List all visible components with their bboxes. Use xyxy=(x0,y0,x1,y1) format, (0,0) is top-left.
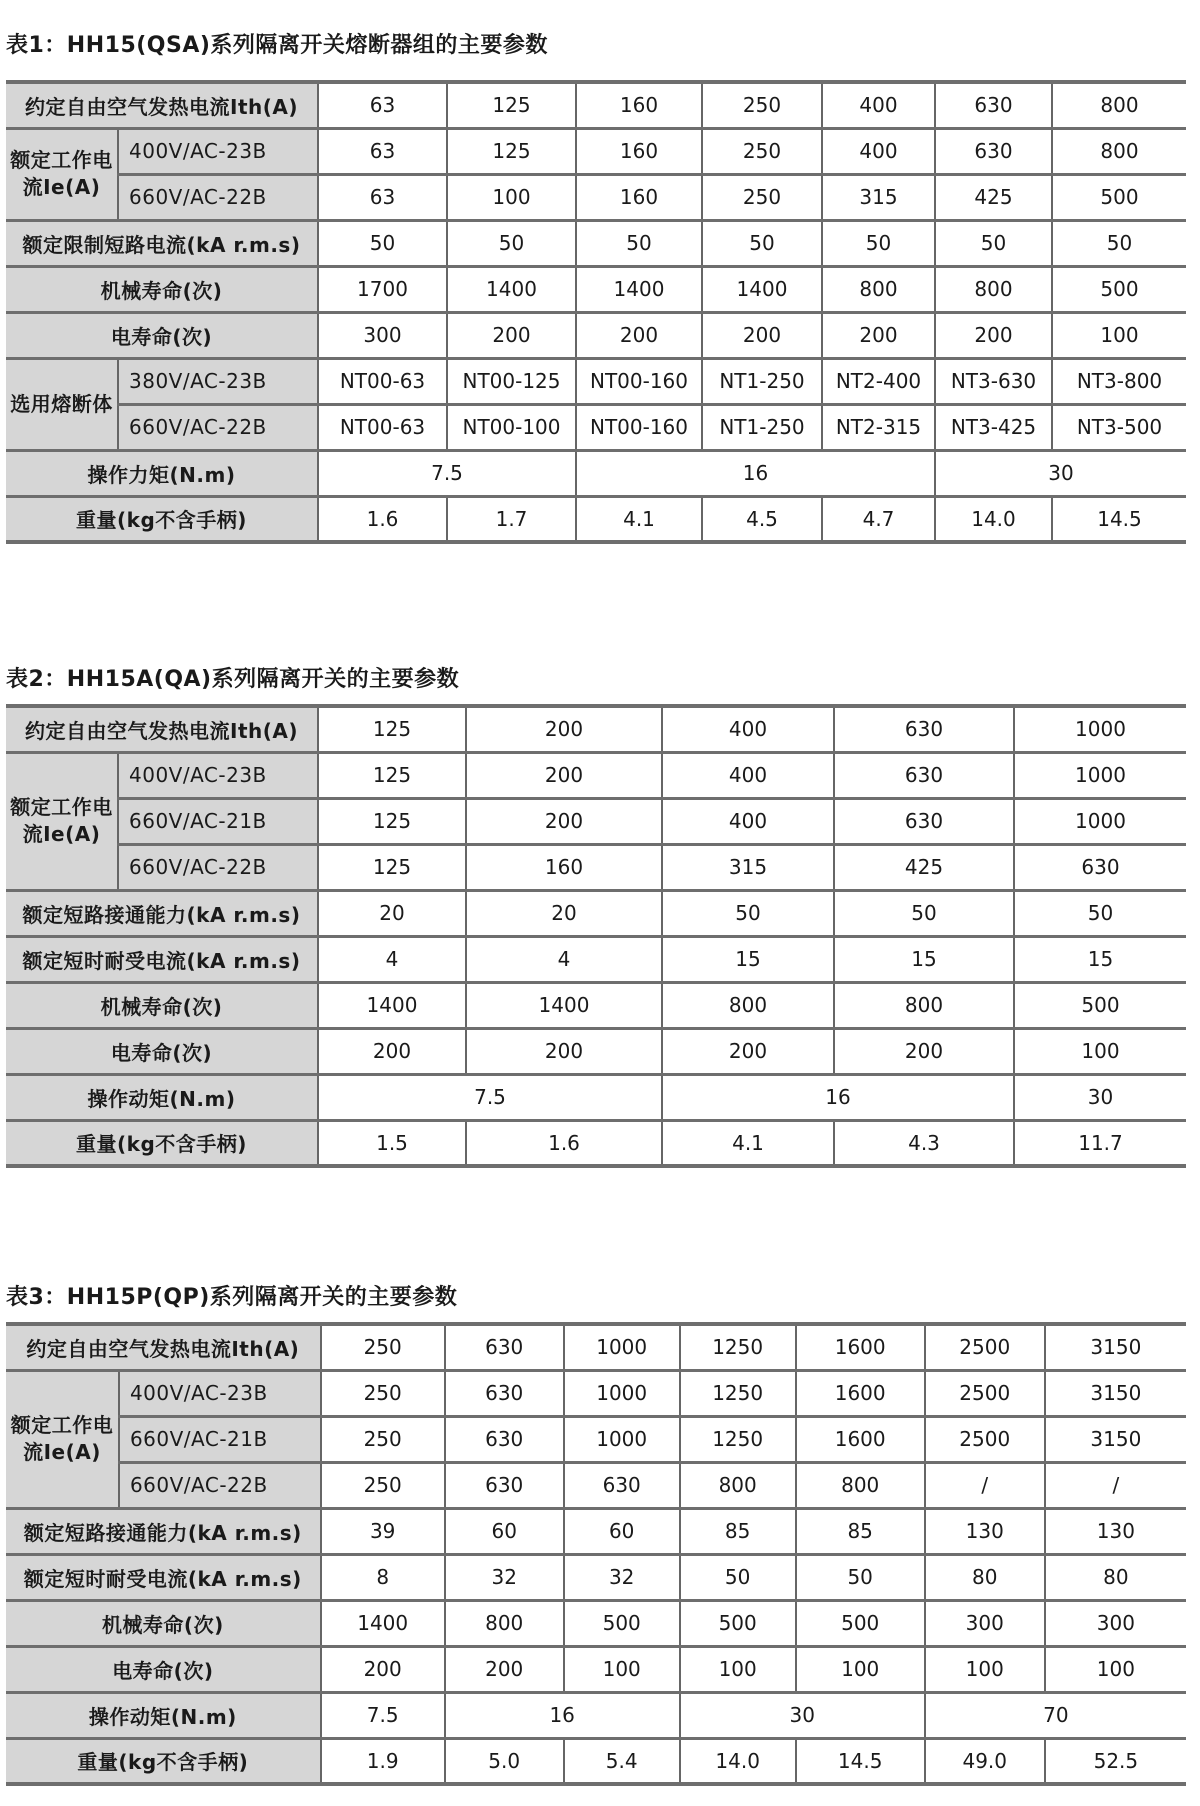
t2-ie66022-4: 425 xyxy=(834,844,1014,890)
t3-label-ie-660-21: 660V/AC-21B xyxy=(119,1416,321,1462)
t1-mech-3: 1400 xyxy=(576,266,702,312)
t1-fuse660-4: NT1-250 xyxy=(702,404,822,450)
t3-row-ie-660-21 xyxy=(6,1416,1186,1462)
t1-ith-3: 160 xyxy=(576,82,702,128)
t3-label-torque: 操作动矩(N.m) xyxy=(6,1692,321,1738)
t3-weight-1: 1.9 xyxy=(321,1738,445,1784)
t3-weight-5: 14.5 xyxy=(796,1738,925,1784)
t2-label-mech: 机械寿命(次) xyxy=(6,982,318,1028)
t2-ie66021-2: 200 xyxy=(466,798,662,844)
t3-ie66022-6: / xyxy=(925,1462,1045,1508)
table1-hh15-qsa xyxy=(6,80,1186,544)
t1-ie400-1: 63 xyxy=(318,128,447,174)
t3-withstand-5: 50 xyxy=(796,1554,925,1600)
t3-make-4: 85 xyxy=(680,1508,796,1554)
t3-weight-3: 5.4 xyxy=(564,1738,680,1784)
t3-ie40023-2: 630 xyxy=(445,1370,564,1416)
t3-elec-3: 100 xyxy=(564,1646,680,1692)
t3-mech-1: 1400 xyxy=(321,1600,445,1646)
t3-elec-5: 100 xyxy=(796,1646,925,1692)
t2-torque-1: 7.5 xyxy=(318,1074,662,1120)
t1-ith-7: 800 xyxy=(1052,82,1186,128)
t2-ith-5: 1000 xyxy=(1014,706,1186,752)
t2-withstand-5: 15 xyxy=(1014,936,1186,982)
t1-short-5: 50 xyxy=(822,220,935,266)
t1-label-ie: 额定工作电流Ie(A) xyxy=(6,128,118,220)
t3-ie40023-7: 3150 xyxy=(1045,1370,1186,1416)
t3-mech-4: 500 xyxy=(680,1600,796,1646)
t3-weight-2: 5.0 xyxy=(445,1738,564,1784)
t2-weight-4: 4.3 xyxy=(834,1120,1014,1166)
t3-make-7: 130 xyxy=(1045,1508,1186,1554)
t3-ie66022-4: 800 xyxy=(680,1462,796,1508)
t2-mech-1: 1400 xyxy=(318,982,466,1028)
t3-torque-4: 70 xyxy=(925,1692,1186,1738)
t2-label-ie-660-22: 660V/AC-22B xyxy=(118,844,318,890)
t1-short-4: 50 xyxy=(702,220,822,266)
t1-elec-4: 200 xyxy=(702,312,822,358)
t1-weight-4: 4.5 xyxy=(702,496,822,542)
t1-mech-5: 800 xyxy=(822,266,935,312)
t2-torque-2: 16 xyxy=(662,1074,1014,1120)
t2-make-4: 50 xyxy=(834,890,1014,936)
t2-label-ie-660-21: 660V/AC-21B xyxy=(118,798,318,844)
t1-mech-7: 500 xyxy=(1052,266,1186,312)
t1-fuse660-1: NT00-63 xyxy=(318,404,447,450)
t3-ith-1: 250 xyxy=(321,1324,445,1370)
t1-elec-3: 200 xyxy=(576,312,702,358)
t3-ie66021-7: 3150 xyxy=(1045,1416,1186,1462)
t1-weight-6: 14.0 xyxy=(935,496,1052,542)
t3-withstand-6: 80 xyxy=(925,1554,1045,1600)
t1-ie660-2: 100 xyxy=(447,174,576,220)
t2-row-ie-400-23 xyxy=(6,752,1186,798)
t3-row-weight xyxy=(6,1738,1186,1784)
t1-short-3: 50 xyxy=(576,220,702,266)
t1-torque-3: 30 xyxy=(935,450,1186,496)
t1-row-torque xyxy=(6,450,1186,496)
t2-row-elec xyxy=(6,1028,1186,1074)
t2-elec-2: 200 xyxy=(466,1028,662,1074)
t2-weight-5: 11.7 xyxy=(1014,1120,1186,1166)
table2-caption: 表2：HH15A(QA)系列隔离开关的主要参数 xyxy=(6,667,460,692)
t1-ith-5: 400 xyxy=(822,82,935,128)
t2-ith-2: 200 xyxy=(466,706,662,752)
t1-mech-4: 1400 xyxy=(702,266,822,312)
t3-withstand-3: 32 xyxy=(564,1554,680,1600)
t2-ie40023-5: 1000 xyxy=(1014,752,1186,798)
t3-ie66022-5: 800 xyxy=(796,1462,925,1508)
t3-mech-2: 800 xyxy=(445,1600,564,1646)
t1-row-weight xyxy=(6,496,1186,542)
t3-label-ie-660-22: 660V/AC-22B xyxy=(119,1462,321,1508)
t1-weight-7: 14.5 xyxy=(1052,496,1186,542)
t3-ie40023-3: 1000 xyxy=(564,1370,680,1416)
t1-fuse380-5: NT2-400 xyxy=(822,358,935,404)
t2-label-weight: 重量(kg不含手柄) xyxy=(6,1120,318,1166)
t3-row-elec xyxy=(6,1646,1186,1692)
t1-ith-1: 63 xyxy=(318,82,447,128)
t3-ith-2: 630 xyxy=(445,1324,564,1370)
t2-torque-3: 30 xyxy=(1014,1074,1186,1120)
t2-make-3: 50 xyxy=(662,890,834,936)
t2-label-ie-400-23: 400V/AC-23B xyxy=(118,752,318,798)
t2-mech-2: 1400 xyxy=(466,982,662,1028)
t1-row-ith xyxy=(6,82,1186,128)
t1-ie660-7: 500 xyxy=(1052,174,1186,220)
t1-torque-1: 7.5 xyxy=(318,450,576,496)
t3-withstand-4: 50 xyxy=(680,1554,796,1600)
t3-make-3: 60 xyxy=(564,1508,680,1554)
t2-ie66022-2: 160 xyxy=(466,844,662,890)
t3-label-weight: 重量(kg不含手柄) xyxy=(6,1738,321,1784)
t3-row-withstand xyxy=(6,1554,1186,1600)
t1-ie400-2: 125 xyxy=(447,128,576,174)
t1-row-ie-400 xyxy=(6,128,1186,174)
t1-fuse660-3: NT00-160 xyxy=(576,404,702,450)
t3-torque-3: 30 xyxy=(680,1692,925,1738)
t2-withstand-1: 4 xyxy=(318,936,466,982)
t1-mech-6: 800 xyxy=(935,266,1052,312)
t2-elec-1: 200 xyxy=(318,1028,466,1074)
t3-row-mech xyxy=(6,1600,1186,1646)
t3-torque-2: 16 xyxy=(445,1692,680,1738)
t2-row-ie-660-22 xyxy=(6,844,1186,890)
t3-weight-6: 49.0 xyxy=(925,1738,1045,1784)
table3-caption: 表3：HH15P(QP)系列隔离开关的主要参数 xyxy=(6,1285,458,1310)
t1-ie660-3: 160 xyxy=(576,174,702,220)
t2-ie66021-4: 630 xyxy=(834,798,1014,844)
t1-row-fuse-380 xyxy=(6,358,1186,404)
t1-fuse380-4: NT1-250 xyxy=(702,358,822,404)
t2-ie66021-3: 400 xyxy=(662,798,834,844)
t2-make-2: 20 xyxy=(466,890,662,936)
t1-fuse660-7: NT3-500 xyxy=(1052,404,1186,450)
table1-caption: 表1：HH15(QSA)系列隔离开关熔断器组的主要参数 xyxy=(6,33,548,58)
t1-fuse380-7: NT3-800 xyxy=(1052,358,1186,404)
t3-ith-7: 3150 xyxy=(1045,1324,1186,1370)
t3-label-ie-400-23: 400V/AC-23B xyxy=(119,1370,321,1416)
t1-fuse380-6: NT3-630 xyxy=(935,358,1052,404)
t2-ie40023-3: 400 xyxy=(662,752,834,798)
t1-mech-2: 1400 xyxy=(447,266,576,312)
t2-label-elec: 电寿命(次) xyxy=(6,1028,318,1074)
table3-hh15p-qp xyxy=(6,1322,1186,1786)
t3-ie66022-7: / xyxy=(1045,1462,1186,1508)
t1-label-ith: 约定自由空气发热电流Ith(A) xyxy=(6,82,318,128)
t2-ith-1: 125 xyxy=(318,706,466,752)
t2-ie40023-4: 630 xyxy=(834,752,1014,798)
t3-ith-5: 1600 xyxy=(796,1324,925,1370)
t3-ie66022-2: 630 xyxy=(445,1462,564,1508)
t1-label-fuse: 选用熔断体 xyxy=(6,358,118,450)
t1-fuse660-6: NT3-425 xyxy=(935,404,1052,450)
t3-make-2: 60 xyxy=(445,1508,564,1554)
t2-row-make xyxy=(6,890,1186,936)
t1-ith-4: 250 xyxy=(702,82,822,128)
t2-ie66022-5: 630 xyxy=(1014,844,1186,890)
t3-ie66021-2: 630 xyxy=(445,1416,564,1462)
t2-label-ith: 约定自由空气发热电流Ith(A) xyxy=(6,706,318,752)
t1-short-1: 50 xyxy=(318,220,447,266)
t3-weight-4: 14.0 xyxy=(680,1738,796,1784)
t2-elec-5: 100 xyxy=(1014,1028,1186,1074)
t1-ie400-4: 250 xyxy=(702,128,822,174)
t3-label-elec: 电寿命(次) xyxy=(6,1646,321,1692)
t1-ie660-5: 315 xyxy=(822,174,935,220)
t1-elec-7: 100 xyxy=(1052,312,1186,358)
t1-ith-6: 630 xyxy=(935,82,1052,128)
t2-mech-4: 800 xyxy=(834,982,1014,1028)
t3-row-make xyxy=(6,1508,1186,1554)
t3-make-5: 85 xyxy=(796,1508,925,1554)
t3-mech-6: 300 xyxy=(925,1600,1045,1646)
t1-fuse380-1: NT00-63 xyxy=(318,358,447,404)
t1-fuse380-2: NT00-125 xyxy=(447,358,576,404)
t3-ie66021-5: 1600 xyxy=(796,1416,925,1462)
table2-hh15a-qa xyxy=(6,704,1186,1168)
t1-fuse660-5: NT2-315 xyxy=(822,404,935,450)
t3-mech-7: 300 xyxy=(1045,1600,1186,1646)
t2-ie40023-2: 200 xyxy=(466,752,662,798)
t3-ie66021-6: 2500 xyxy=(925,1416,1045,1462)
t1-row-short xyxy=(6,220,1186,266)
t3-label-make: 额定短路接通能力(kA r.m.s) xyxy=(6,1508,321,1554)
t2-withstand-3: 15 xyxy=(662,936,834,982)
t1-row-fuse-660 xyxy=(6,404,1186,450)
t1-elec-6: 200 xyxy=(935,312,1052,358)
t1-weight-5: 4.7 xyxy=(822,496,935,542)
t2-ith-3: 400 xyxy=(662,706,834,752)
t3-make-6: 130 xyxy=(925,1508,1045,1554)
t3-label-ith: 约定自由空气发热电流Ith(A) xyxy=(6,1324,321,1370)
t2-withstand-4: 15 xyxy=(834,936,1014,982)
t1-ie660-6: 425 xyxy=(935,174,1052,220)
t3-ie40023-5: 1600 xyxy=(796,1370,925,1416)
t1-ith-2: 125 xyxy=(447,82,576,128)
t2-label-make: 额定短路接通能力(kA r.m.s) xyxy=(6,890,318,936)
t3-weight-7: 52.5 xyxy=(1045,1738,1186,1784)
t1-torque-2: 16 xyxy=(576,450,935,496)
t2-row-mech xyxy=(6,982,1186,1028)
t2-mech-3: 800 xyxy=(662,982,834,1028)
t1-elec-1: 300 xyxy=(318,312,447,358)
t2-label-torque: 操作动矩(N.m) xyxy=(6,1074,318,1120)
t3-ie66022-3: 630 xyxy=(564,1462,680,1508)
t2-weight-3: 4.1 xyxy=(662,1120,834,1166)
t1-ie400-3: 160 xyxy=(576,128,702,174)
t1-weight-1: 1.6 xyxy=(318,496,447,542)
t3-ie66021-3: 1000 xyxy=(564,1416,680,1462)
t1-fuse380-3: NT00-160 xyxy=(576,358,702,404)
t3-make-1: 39 xyxy=(321,1508,445,1554)
t3-row-torque xyxy=(6,1692,1186,1738)
t3-elec-6: 100 xyxy=(925,1646,1045,1692)
t3-ie40023-4: 1250 xyxy=(680,1370,796,1416)
t1-label-torque: 操作力矩(N.m) xyxy=(6,450,318,496)
t3-elec-2: 200 xyxy=(445,1646,564,1692)
t3-ie66022-1: 250 xyxy=(321,1462,445,1508)
t3-ie40023-1: 250 xyxy=(321,1370,445,1416)
t1-row-elec xyxy=(6,312,1186,358)
t3-label-ie: 额定工作电流Ie(A) xyxy=(6,1370,119,1508)
t3-label-mech: 机械寿命(次) xyxy=(6,1600,321,1646)
t1-ie660-1: 63 xyxy=(318,174,447,220)
t3-ith-3: 1000 xyxy=(564,1324,680,1370)
t2-weight-1: 1.5 xyxy=(318,1120,466,1166)
t3-withstand-1: 8 xyxy=(321,1554,445,1600)
t3-withstand-7: 80 xyxy=(1045,1554,1186,1600)
t3-elec-4: 100 xyxy=(680,1646,796,1692)
t1-short-6: 50 xyxy=(935,220,1052,266)
t2-row-ith xyxy=(6,706,1186,752)
t1-label-weight: 重量(kg不含手柄) xyxy=(6,496,318,542)
t2-row-withstand xyxy=(6,936,1186,982)
t1-elec-5: 200 xyxy=(822,312,935,358)
t2-ie40023-1: 125 xyxy=(318,752,466,798)
t2-row-ie-660-21 xyxy=(6,798,1186,844)
t2-row-torque xyxy=(6,1074,1186,1120)
t1-label-mech: 机械寿命(次) xyxy=(6,266,318,312)
t1-fuse660-2: NT00-100 xyxy=(447,404,576,450)
t2-weight-2: 1.6 xyxy=(466,1120,662,1166)
t2-withstand-2: 4 xyxy=(466,936,662,982)
t2-label-ie: 额定工作电流Ie(A) xyxy=(6,752,118,890)
t2-ith-4: 630 xyxy=(834,706,1014,752)
t2-elec-4: 200 xyxy=(834,1028,1014,1074)
t2-ie66021-5: 1000 xyxy=(1014,798,1186,844)
t1-elec-2: 200 xyxy=(447,312,576,358)
t1-mech-1: 1700 xyxy=(318,266,447,312)
t3-ith-4: 1250 xyxy=(680,1324,796,1370)
t3-row-ie-660-22 xyxy=(6,1462,1186,1508)
t3-mech-5: 500 xyxy=(796,1600,925,1646)
t1-short-7: 50 xyxy=(1052,220,1186,266)
t2-make-5: 50 xyxy=(1014,890,1186,936)
t3-ie40023-6: 2500 xyxy=(925,1370,1045,1416)
t3-ith-6: 2500 xyxy=(925,1324,1045,1370)
t1-weight-3: 4.1 xyxy=(576,496,702,542)
t3-row-ie-400-23 xyxy=(6,1370,1186,1416)
t1-row-ie-660 xyxy=(6,174,1186,220)
t1-ie400-7: 800 xyxy=(1052,128,1186,174)
t2-label-withstand: 额定短时耐受电流(kA r.m.s) xyxy=(6,936,318,982)
t1-label-ie-660: 660V/AC-22B xyxy=(118,174,318,220)
t1-label-ie-400: 400V/AC-23B xyxy=(118,128,318,174)
t2-ie66022-3: 315 xyxy=(662,844,834,890)
t2-ie66021-1: 125 xyxy=(318,798,466,844)
t1-label-fuse-660: 660V/AC-22B xyxy=(118,404,318,450)
t1-ie400-6: 630 xyxy=(935,128,1052,174)
t2-row-weight xyxy=(6,1120,1186,1166)
t1-ie660-4: 250 xyxy=(702,174,822,220)
t1-short-2: 50 xyxy=(447,220,576,266)
t1-label-short: 额定限制短路电流(kA r.m.s) xyxy=(6,220,318,266)
t2-elec-3: 200 xyxy=(662,1028,834,1074)
t3-label-withstand: 额定短时耐受电流(kA r.m.s) xyxy=(6,1554,321,1600)
t1-weight-2: 1.7 xyxy=(447,496,576,542)
t1-label-fuse-380: 380V/AC-23B xyxy=(118,358,318,404)
t2-mech-5: 500 xyxy=(1014,982,1186,1028)
t3-row-ith xyxy=(6,1324,1186,1370)
t3-withstand-2: 32 xyxy=(445,1554,564,1600)
t3-mech-3: 500 xyxy=(564,1600,680,1646)
t1-row-mech xyxy=(6,266,1186,312)
t2-make-1: 20 xyxy=(318,890,466,936)
t1-ie400-5: 400 xyxy=(822,128,935,174)
t1-label-elec: 电寿命(次) xyxy=(6,312,318,358)
t3-elec-7: 100 xyxy=(1045,1646,1186,1692)
t3-ie66021-1: 250 xyxy=(321,1416,445,1462)
t3-ie66021-4: 1250 xyxy=(680,1416,796,1462)
t2-ie66022-1: 125 xyxy=(318,844,466,890)
t3-elec-1: 200 xyxy=(321,1646,445,1692)
t3-torque-1: 7.5 xyxy=(321,1692,445,1738)
